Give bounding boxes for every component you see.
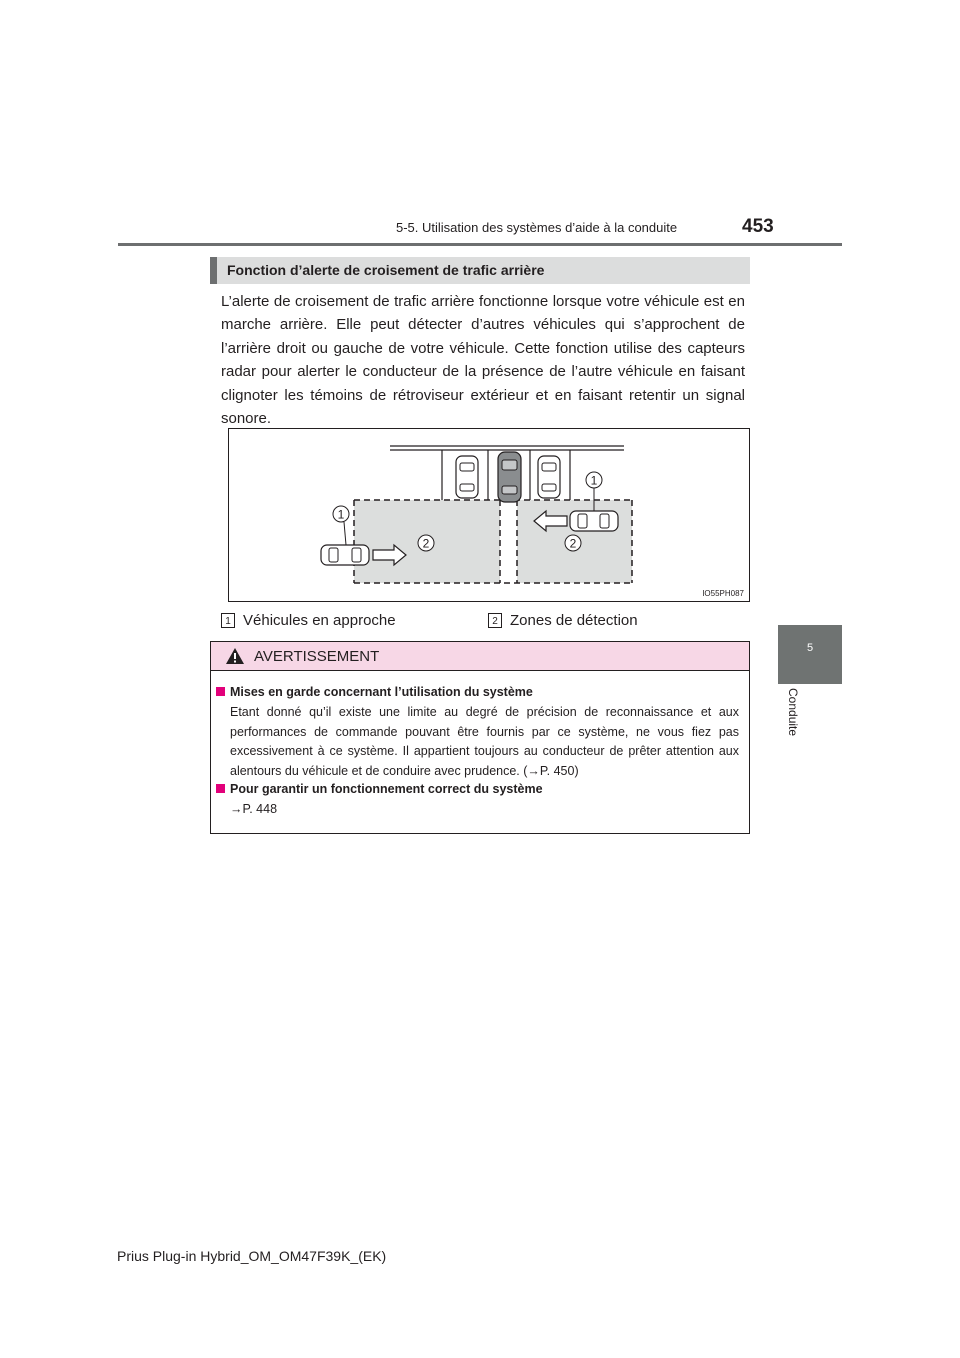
svg-text:1: 1 bbox=[337, 507, 345, 522]
section-heading bbox=[210, 257, 750, 284]
warning-item-heading-text: Pour garantir un fonctionnement correct du système bbox=[230, 782, 543, 796]
svg-text:1: 1 bbox=[590, 473, 598, 488]
parked-car-right-icon bbox=[538, 456, 560, 498]
header-rule bbox=[118, 243, 842, 246]
callout-2-left bbox=[418, 535, 434, 551]
chapter-tab bbox=[778, 625, 842, 684]
running-header: 5-5. Utilisation des systèmes d’aide à la conduite bbox=[396, 220, 678, 235]
callout-2-right bbox=[565, 535, 581, 551]
chapter-tab-label: Conduite bbox=[786, 688, 800, 737]
warning-item-heading bbox=[216, 685, 533, 699]
warning-item-body: →P. 448 bbox=[230, 802, 278, 816]
warning-box bbox=[210, 641, 750, 834]
legend-number: 1 bbox=[221, 613, 235, 628]
approaching-car-right-icon bbox=[570, 511, 618, 531]
warning-item-body: Etant donné qu’il existe une limite au degré de précision de reconnaissance et aux performances de commande pouvant être fournis par ce système, ne vous fiez pas excessivement à ce système. Il appartient toujours au conducteur de prêter attention aux alentours du véhicule et de conduire avec prudence. (→P. 450) bbox=[230, 705, 739, 778]
intro-paragraph: L’alerte de croisement de trafic arrière fonctionne lorsque votre véhicule est en marche arrière. Elle peut détecter d’autres véhicules qui s’approchent de l’arrière droit ou gauche de votre véhicule. Cette fonction utilise des capteurs radar pour alerter le conducteur de la présence de l’autre véhicule en faisant clignoter les témoins de rétroviseur extérieur et en faisant retentir un signal sonore. bbox=[221, 293, 745, 428]
warning-title: AVERTISSEMENT bbox=[254, 648, 380, 665]
warning-item-heading-text: Mises en garde concernant l’utilisation du système bbox=[230, 685, 533, 699]
illustration-code: IO55PH087 bbox=[702, 589, 744, 598]
footer-manual-id: Prius Plug-in Hybrid_OM_OM47F39K_(EK) bbox=[117, 1248, 387, 1264]
bullet-square-icon bbox=[216, 687, 225, 696]
approaching-car-left-icon bbox=[321, 545, 369, 565]
chapter-tab-label-wrap bbox=[786, 688, 802, 748]
legend-text: Véhicules en approche bbox=[243, 612, 396, 629]
warning-triangle-icon bbox=[225, 647, 245, 665]
rear-cross-traffic-illustration bbox=[228, 428, 750, 602]
own-vehicle-icon bbox=[498, 452, 521, 502]
bullet-square-icon bbox=[216, 784, 225, 793]
warning-item-heading bbox=[216, 782, 543, 796]
warning-header bbox=[211, 642, 749, 671]
page-number: 453 bbox=[742, 216, 774, 237]
legend-text: Zones de détection bbox=[510, 612, 638, 629]
chapter-tab-number: 5 bbox=[806, 642, 814, 654]
parked-car-left-icon bbox=[456, 456, 478, 498]
svg-text:2: 2 bbox=[422, 536, 430, 551]
section-heading-text: Fonction d’alerte de croisement de trafic arrière bbox=[227, 262, 545, 278]
svg-text:2: 2 bbox=[569, 536, 577, 551]
legend-number: 2 bbox=[488, 613, 502, 628]
